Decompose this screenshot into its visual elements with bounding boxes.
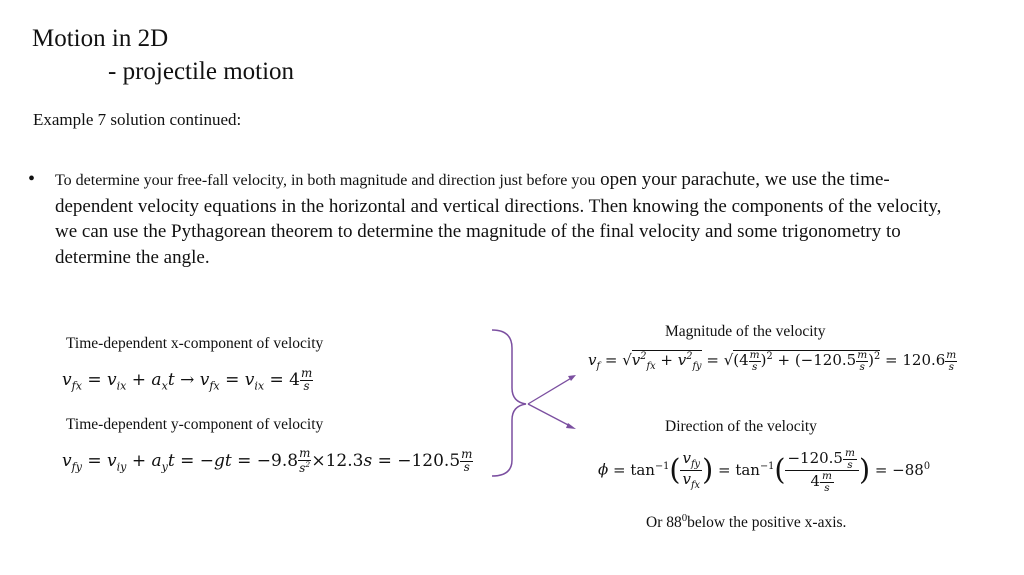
direction-label: Direction of the velocity — [665, 418, 817, 435]
arrow-down-line — [528, 404, 572, 427]
arrow-down-head — [566, 423, 576, 429]
direction-equation: $\phi = \tan^{-1}$( $v_{fy}$ $v_{fx}$ ) = $\tan^{-1}$( −120.5 $\frac{m}{s}$ 4 $\frac{m}{s}$ ) = $-88^0$ — [598, 447, 931, 494]
example-heading: Example 7 solution continued: — [33, 110, 242, 129]
magnitude-equation: $v_f = √v^2_{fx} + v^2_{fy} = √(4$ $\frac{m}{s}$ )$^2$ + (−120.5 $\frac{m}{s}$ )$^2$ = 120.6 $\frac{m}{s}$ — [588, 349, 957, 373]
paragraph-lead: To determine your free-fall velocity, in both magnitude and direction just before you — [55, 172, 596, 189]
paragraph-body: open your parachute, we use the time-dependent velocity equations in the horizontal and vertical directions. Then knowing the components of the velocity, we can use the Pythagorean theorem to determine the magnitude of the final velocity and some trigonometry to determine the angle. — [55, 169, 942, 268]
y-component-label: Time-dependent y-component of velocity — [66, 416, 324, 433]
slide-title: Motion in 2D — [32, 25, 169, 52]
arrow-up-line — [528, 377, 573, 404]
x-velocity-equation: $v_{fx} = v_{ix} + a_xt \to v_{fx} = v_{ix} = 4$ $\frac{m}{s}$ — [62, 366, 313, 393]
y-velocity-equation: $v_{fy} = v_{iy} + a_yt = -gt = -9.8$ $\frac{m}{s^2}$ ×12.3s = −120.5 $\frac{m}{s}$ — [62, 446, 473, 475]
bracket-arrows — [480, 320, 590, 480]
bullet-paragraph — [55, 167, 960, 270]
arrow-up-head — [568, 375, 576, 381]
bullet-icon: • — [28, 168, 36, 190]
direction-note: Or $88^0below$ the positive x-axis. — [646, 512, 847, 532]
curly-bracket — [492, 330, 526, 476]
x-component-label: Time-dependent x-component of velocity — [66, 335, 324, 352]
slide-subtitle: - projectile motion — [108, 58, 295, 85]
magnitude-label: Magnitude of the velocity — [665, 323, 826, 340]
